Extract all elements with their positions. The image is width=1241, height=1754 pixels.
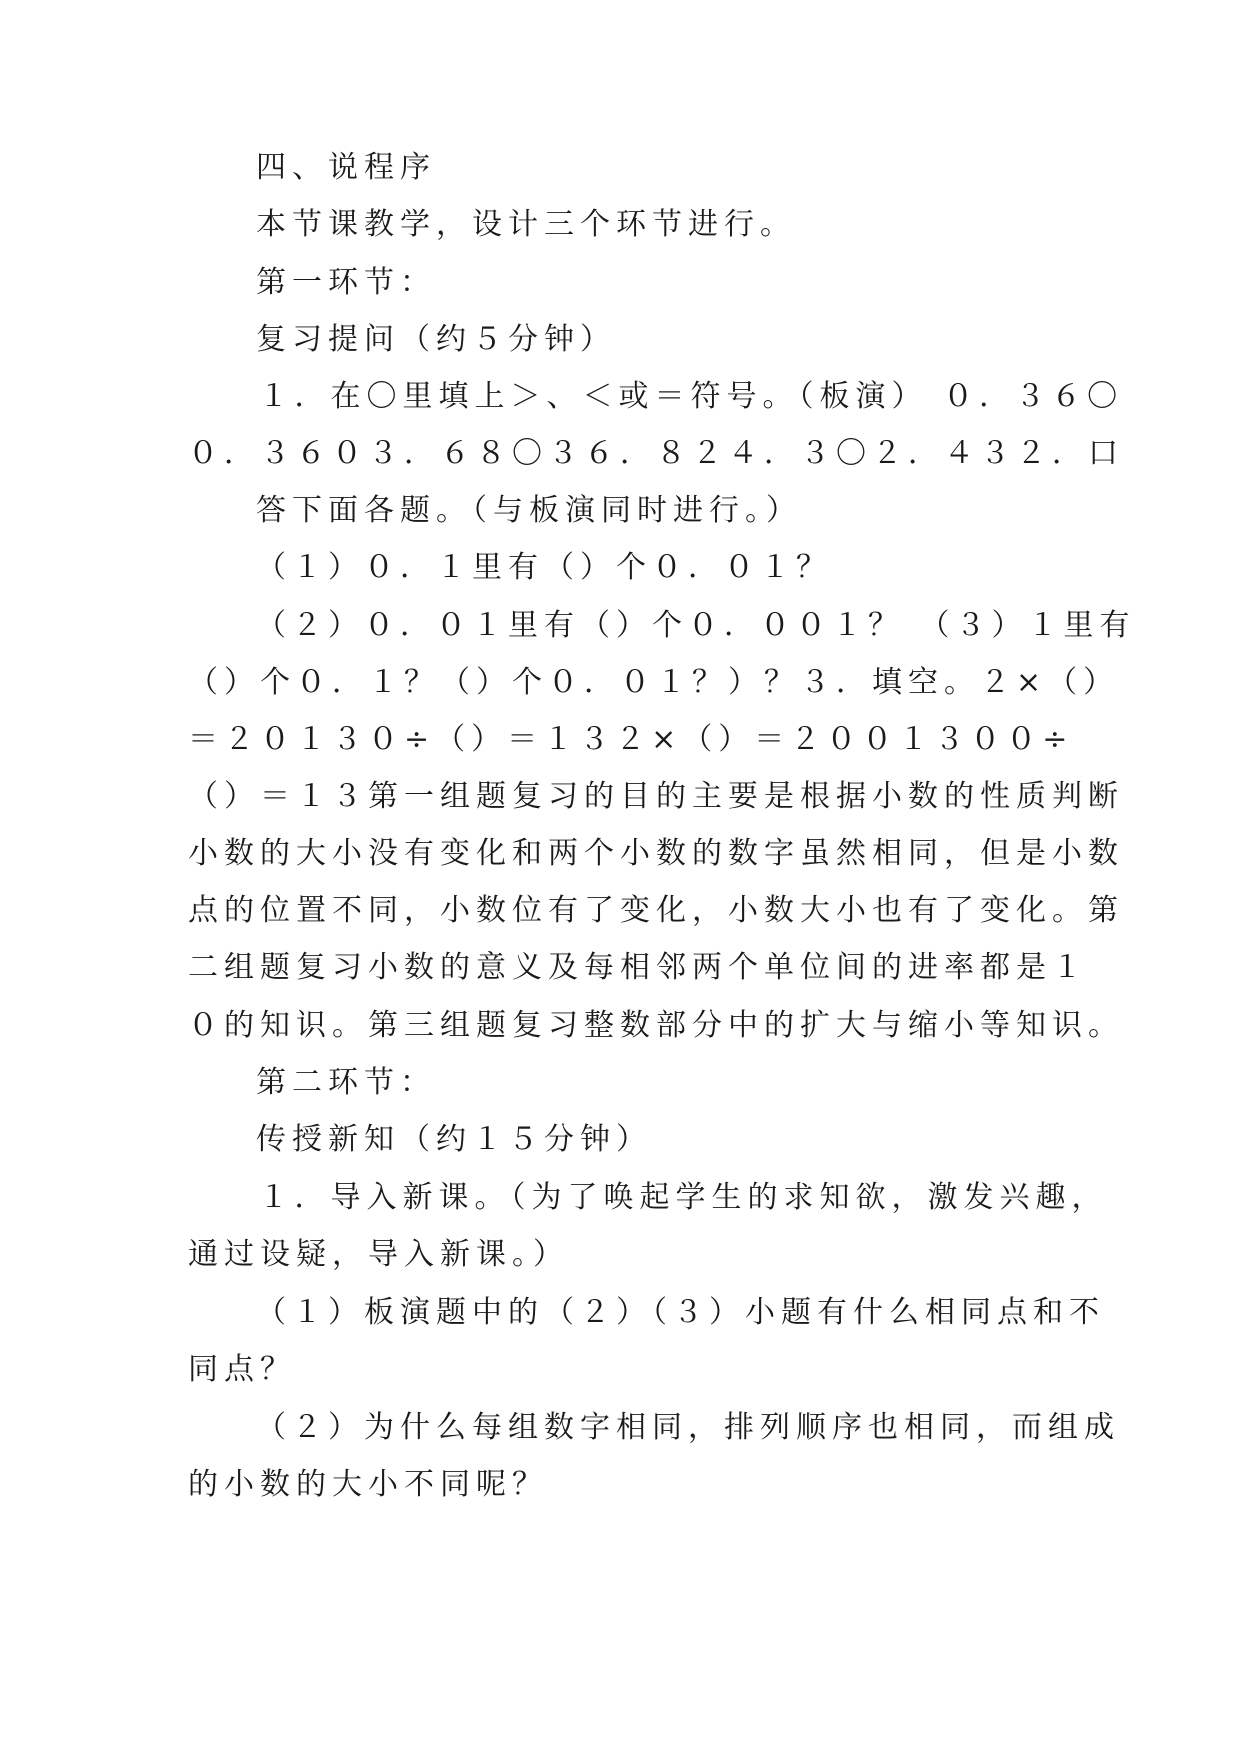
paragraph-line: ＝２０１３０÷（）＝１３２×（）＝２００１３００÷	[188, 722, 1074, 757]
paragraph-line: 同点？	[188, 1352, 296, 1387]
paragraph-line: １．导入新课。（为了唤起学生的求知欲，激发兴趣，	[243, 1180, 1108, 1215]
paragraph-line: ０的知识。第三组题复习整数部分中的扩大与缩小等知识。	[188, 1008, 1124, 1043]
subsection-heading: 第二环节：	[256, 1065, 436, 1100]
paragraph-line: １．在〇里填上＞、＜或＝符号。（板演） ０．３６〇	[243, 379, 1124, 414]
paragraph-line: 点的位置不同，小数位有了变化，小数大小也有了变化。第	[188, 893, 1124, 928]
paragraph-line: 小数的大小没有变化和两个小数的数字虽然相同，但是小数	[188, 836, 1124, 871]
paragraph-line: （１）板演题中的（２）（３）小题有什么相同点和不	[256, 1295, 1105, 1330]
paragraph-line: 二组题复习小数的意义及每相邻两个单位间的进率都是１	[188, 950, 1088, 985]
section-heading: 四、说程序	[256, 150, 436, 185]
paragraph-line: （）个０．１？（）个０．０１？）？３．填空。２×（）	[188, 665, 1120, 700]
subsection-heading: 第一环节：	[256, 265, 436, 300]
paragraph-line: 本节课教学，设计三个环节进行。	[256, 207, 796, 242]
paragraph-line: （１）０．１里有（）个０．０１？	[256, 550, 832, 585]
paragraph-line: （２）０．０１里有（）个０．００１？ （３）１里有	[256, 608, 1136, 643]
paragraph-line: 通过设疑，导入新课。）	[188, 1237, 569, 1272]
subsection-heading: 传授新知（约１５分钟）	[256, 1122, 652, 1157]
paragraph-line: 的小数的大小不同呢？	[188, 1467, 548, 1502]
paragraph-line: 答下面各题。（与板演同时进行。）	[256, 493, 802, 528]
paragraph-line: ０．３６０３．６８〇３６．８２４．３〇２．４３２．口	[188, 436, 1124, 471]
paragraph-line: （）＝１３第一组题复习的目的主要是根据小数的性质判断	[188, 779, 1124, 814]
subsection-heading: 复习提问（约５分钟）	[256, 322, 616, 357]
paragraph-line: （２）为什么每组数字相同，排列顺序也相同，而组成	[256, 1410, 1120, 1445]
